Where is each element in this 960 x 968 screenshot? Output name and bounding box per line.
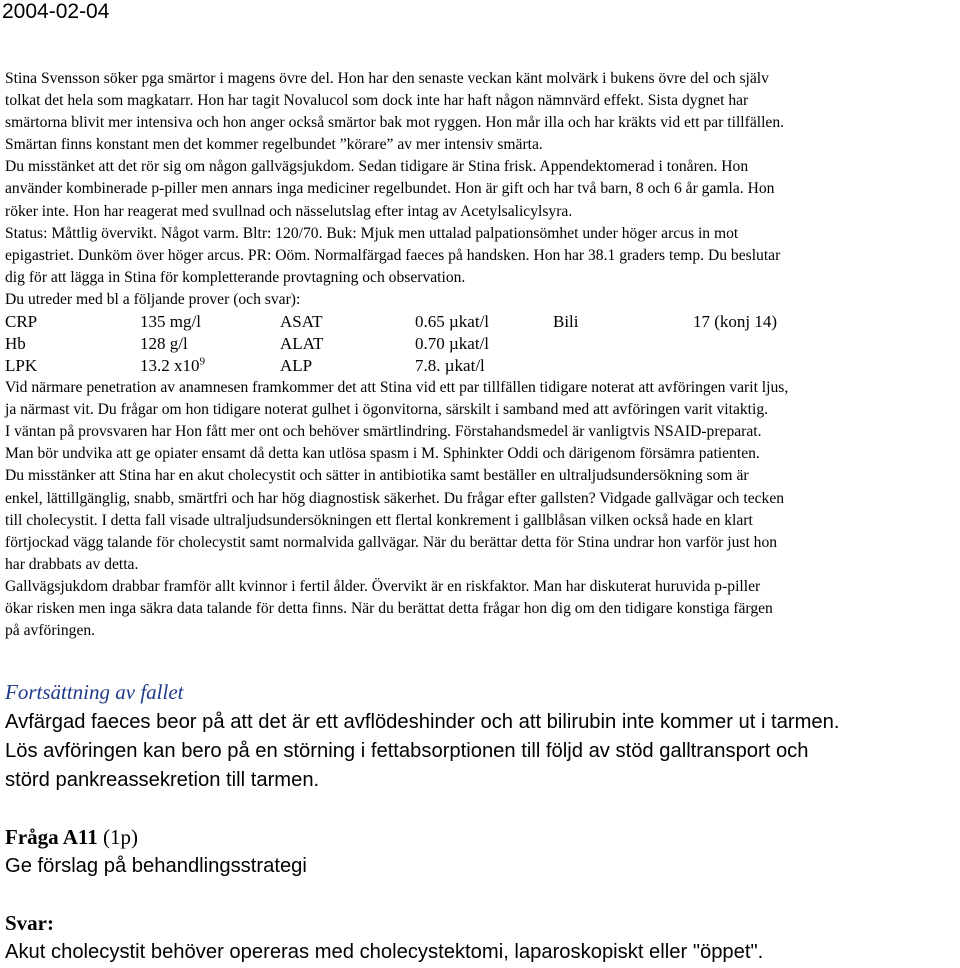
lab-test-value: 13.2 $x10^9$ — [140, 355, 205, 376]
case-line: dig för att lägga in Stina för kompletterande provtagning och observation. — [5, 268, 466, 286]
discussion-line: enkel, lättillgänglig, snabb, smärtfri och har hög diagnostisk säkerhet. Du frågar efter gallsten? Vidgade gallvägar och tecken — [5, 489, 785, 507]
question-label: Fråga A11 (1p) — [5, 825, 138, 849]
question-points: (1p) — [97, 825, 138, 849]
case-line: Stina Svensson söker pga smärtor i magens övre del. Hon har den senaste veckan känt molvärk i bukens övre del och själv — [5, 70, 769, 87]
discussion-line: Du misstänker att Stina har en akut cholecystit och sätter in antibiotika samt beställer en ultraljudsundersökning som är — [5, 467, 749, 485]
discussion-line: har drabbats av detta. — [5, 555, 139, 573]
lab-test-value: 0.65 µkat/l — [415, 312, 490, 332]
document-date: 2004-02-04 — [2, 0, 110, 23]
lab-test-value: 7.8. µkat/l — [415, 356, 485, 376]
answer-heading — [5, 909, 960, 939]
continuation-heading: Fortsättning av fallet — [5, 680, 184, 704]
discussion-line: på avföringen. — [5, 622, 96, 640]
case-line: röker inte. Hon har reagerat med svullnad och nässelutslag efter intag av Acetylsalicylsyra. — [5, 202, 573, 220]
lab-test-name: Hb — [5, 334, 26, 354]
case-line: använder kombinerade p-piller men annars inga mediciner regelbundet. Hon är gift och har två barn, 8 och 6 år gamla. Hon — [5, 180, 775, 198]
lab-test-value: 0.70 µkat/l — [415, 334, 490, 354]
discussion-line: förtjockad vägg talande för cholecystit samt normalvida gallvägar. När du berättar detta för Stina undrar hon varför just hon — [5, 533, 778, 551]
discussion-line: ökar risken men inga säkra data talande för detta finns. När du berättat detta frågar hon dig om den tidigare konstiga färgen — [5, 599, 773, 617]
case-description — [5, 68, 957, 642]
case-line: Status: Måttlig övervikt. Något varm. Bltr: 120/70. Buk: Mjuk men uttalad palpationsömhet under höger arcus in mot — [5, 224, 739, 242]
answer-label: Svar: — [5, 911, 54, 935]
discussion-line: ja närmast vit. Du frågar om hon tidigare noterat gulhet i ögonvitorna, särskilt i samband med att avföringen varit vitaktig. — [5, 401, 769, 419]
lab-results-table — [5, 311, 957, 377]
case-line: smärtorna blivit mer intensiva och hon anger också smärtor bak mot ryggen. Hon mår illa och har kräkts vid ett par tillfällen. — [5, 114, 785, 132]
lab-test-value: 135 mg/l — [140, 312, 201, 332]
continuation-line: Avfärgad faeces beor på att det är ett avflödeshinder och att bilirubin inte kommer ut i tarmen. — [5, 711, 840, 733]
answer-text: Akut cholecystit behöver opereras med cholecystektomi, laparoskopiskt eller "öppet". — [5, 941, 764, 963]
lab-test-name: ASAT — [280, 312, 323, 332]
continuation-line: störd pankreassekretion till tarmen. — [5, 769, 320, 791]
lab-test-name: CRP — [5, 312, 38, 332]
lab-test-value: 128 g/l — [140, 334, 188, 354]
discussion-line: I väntan på provsvaren har Hon fått mer ont och behöver smärtlindring. Förstahandsmedel är vanligtvis NSAID-preparat. — [5, 423, 762, 441]
lab-test-value: 17 (konj 14) — [693, 312, 778, 332]
continuation-line: Lös avföringen kan bero på en störning i fettabsorptionen till följd av stöd galltransport och — [5, 740, 809, 762]
question-heading — [5, 823, 960, 853]
lab-row — [5, 311, 957, 333]
discussion-line: Gallvägsjukdom drabbar framför allt kvinnor i fertil ålder. Övervikt är en riskfaktor. Man har diskuterat huruvida p-piller — [5, 577, 761, 595]
lab-test-name: ALP — [280, 356, 313, 376]
discussion-line: Vid närmare penetration av anamnesen framkommer det att Stina vid ett par tillfällen tidigare noterat att avföringen varit ljus, — [5, 379, 789, 397]
discussion-line: Man bör undvika att ge opiater ensamt då detta kan utlösa spasm i M. Sphinkter Oddi och därigenom försämra patienten. — [5, 445, 760, 463]
lab-row — [5, 355, 957, 377]
case-line: epigastriet. Dunköm över höger arcus. PR: Oöm. Normalfärgad faeces på handsken. Hon har 38.1 graders temp. Du beslutar — [5, 246, 781, 264]
case-line: Du misstänket att det rör sig om någon gallvägsjukdom. Sedan tidigare är Stina frisk. Appendektomerad i tonåren. Hon — [5, 158, 749, 176]
discussion-line: till cholecystit. I detta fall visade ultraljudsundersökningen ett flertal konkrement i gallblåsan vilken också hade en klart — [5, 511, 753, 529]
case-line: Du utreder med bl a följande prover (och svar): — [5, 290, 301, 308]
case-line: tolkat det hela som magkatarr. Hon har tagit Novalucol som dock inte har haft någon nämnvärd effekt. Sista dygnet har — [5, 92, 749, 110]
question-text: Ge förslag på behandlingsstrategi — [5, 855, 307, 877]
lab-test-name: Bili — [553, 312, 579, 332]
lab-test-name: LPK — [5, 356, 38, 376]
lab-exponent: 9 — [199, 355, 205, 368]
lab-test-name: ALAT — [280, 334, 324, 354]
case-line: Smärtan finns konstant men det kommer regelbundet ”körare” av mer intensiv smärta. — [5, 136, 543, 154]
lab-row — [5, 333, 957, 355]
